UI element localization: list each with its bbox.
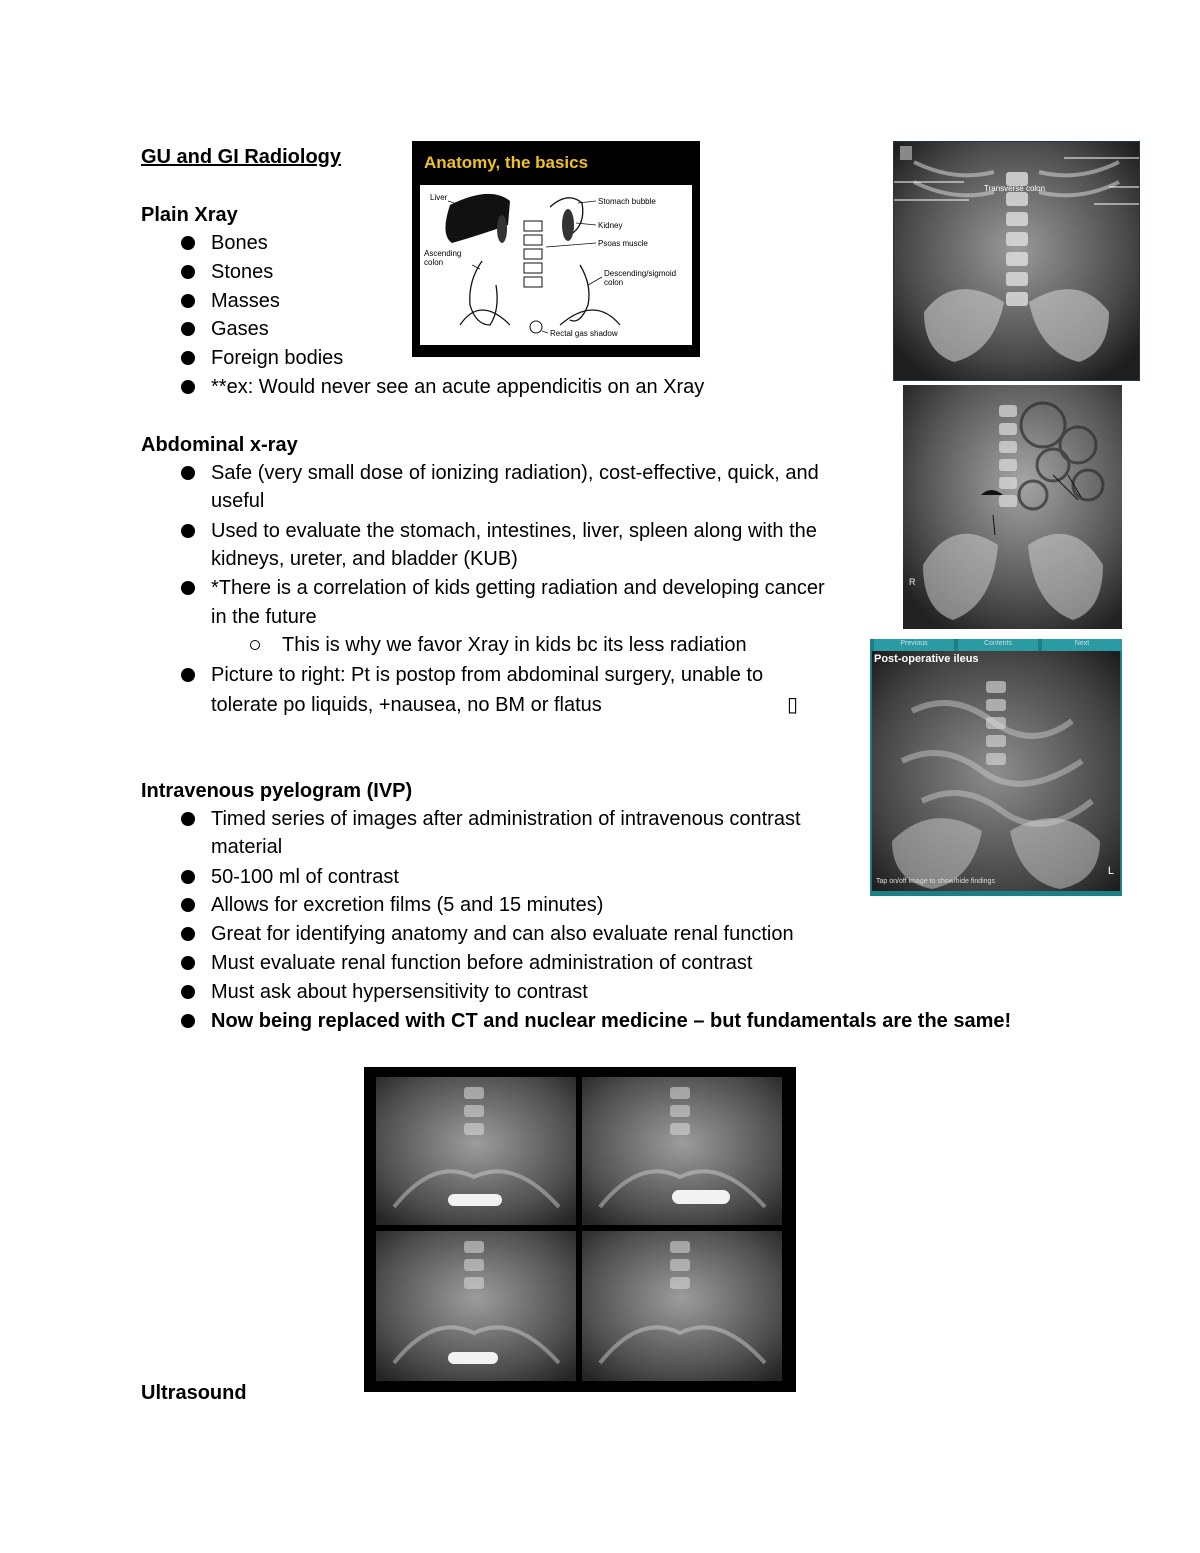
bullet-icon: [181, 870, 195, 884]
list-item: Masses: [211, 290, 280, 312]
postoperative-ileus-image: [870, 639, 1122, 896]
side-marker-r: R: [909, 577, 916, 587]
label-line: Descending/sigmoid: [604, 269, 677, 278]
list-item: Used to evaluate the stomach, intestines, liver, spleen along with the: [211, 520, 817, 542]
xray-rendering: [894, 142, 1139, 380]
bullet-icon: [181, 294, 195, 308]
bullet-icon: [181, 898, 195, 912]
list-item: Gases: [211, 318, 269, 340]
bullet-icon: [181, 581, 195, 595]
ivp-series-image: [364, 1067, 796, 1392]
list-item: **ex: Would never see an acute appendicitis on an Xray: [211, 376, 705, 398]
ileus-xray-panel: [872, 651, 1120, 891]
list-item: Safe (very small dose of ionizing radiation), cost-effective, quick, and: [211, 462, 819, 484]
section-heading-abdominal-xray: Abdominal x-ray: [141, 434, 298, 456]
anatomy-diagram-image: [412, 141, 700, 357]
section-heading-ivp: Intravenous pyelogram (IVP): [141, 780, 413, 802]
list-item: *There is a correlation of kids getting radiation and developing cancer: [211, 577, 825, 599]
label-psoas-muscle: Psoas muscle: [598, 239, 648, 248]
list-item: Allows for excretion films (5 and 15 minutes): [211, 894, 604, 916]
sub-bullet-icon: [250, 640, 260, 650]
bullet-icon: [181, 1014, 195, 1028]
abdominal-xray-image-2: [903, 385, 1122, 629]
list-item: Picture to right: Pt is postop from abdominal surgery, unable to: [211, 664, 764, 686]
abdominal-xray-image-1: [893, 141, 1140, 381]
section-heading-ultrasound: Ultrasound: [141, 1382, 247, 1404]
list-item-continuation: useful: [211, 490, 265, 512]
list-item: Timed series of images after administration of intravenous contrast: [211, 808, 801, 830]
bullet-icon: [181, 927, 195, 941]
sub-list-item: This is why we favor Xray in kids bc its less radiation: [282, 634, 747, 656]
label-line: Ascending: [424, 249, 462, 258]
bullet-icon: [181, 236, 195, 250]
anatomy-diagram-panel: [420, 185, 692, 345]
label-kidney: Kidney: [598, 221, 623, 230]
list-item-continuation: kidneys, ureter, and bladder (KUB): [211, 548, 518, 570]
bullet-icon: [181, 668, 195, 682]
xray-rendering: [903, 385, 1122, 629]
bullet-icon: [181, 524, 195, 538]
label-rectal-gas: Rectal gas shadow: [550, 329, 618, 338]
tab-next[interactable]: Next: [1042, 639, 1122, 651]
section-heading-plain-xray: Plain Xray: [141, 204, 238, 226]
bullet-icon: [181, 812, 195, 826]
list-item: 50-100 ml of contrast: [211, 866, 399, 888]
bullet-icon: [181, 322, 195, 336]
bullet-icon: [181, 466, 195, 480]
bullet-icon: [181, 956, 195, 970]
label-line: colon: [604, 278, 624, 287]
ileus-title: Post-operative ileus: [874, 653, 979, 665]
list-item: Bones: [211, 232, 268, 254]
bullet-icon: [181, 351, 195, 365]
anatomy-title: Anatomy, the basics: [424, 153, 589, 172]
side-marker-l: L: [1107, 865, 1114, 877]
label-stomach-bubble: Stomach bubble: [598, 197, 656, 206]
bullet-icon: [181, 265, 195, 279]
missing-glyph-icon: ▯: [787, 694, 799, 716]
tab-contents[interactable]: Contents: [958, 639, 1038, 651]
ivp-xray-grid: [364, 1067, 796, 1392]
label-ascending-colon: [424, 249, 461, 267]
bullet-icon: [181, 380, 195, 394]
list-item: Stones: [211, 261, 274, 283]
ileus-nav-tabs: [870, 639, 1122, 651]
label-liver: Liver: [430, 193, 448, 202]
xray-rendering: [872, 651, 1120, 891]
list-item-continuation: in the future: [211, 606, 317, 628]
label-descending-colon: [604, 269, 676, 287]
list-item: Must evaluate renal function before administration of contrast: [211, 952, 753, 974]
list-item-continuation: material: [211, 836, 283, 858]
bullet-icon: [181, 985, 195, 999]
page-title: GU and GI Radiology: [141, 146, 342, 168]
label-line: colon: [424, 258, 444, 267]
label-transverse-colon: Transverse colon: [984, 184, 1046, 193]
list-item: Must ask about hypersensitivity to contrast: [211, 981, 588, 1003]
list-item: Foreign bodies: [211, 347, 344, 369]
list-item: Great for identifying anatomy and can also evaluate renal function: [211, 923, 794, 945]
tab-previous[interactable]: Previous: [874, 639, 954, 651]
ileus-caption: Tap on/off image to show/hide findings: [876, 878, 995, 885]
list-item-continuation: tolerate po liquids, +nausea, no BM or flatus: [211, 694, 602, 716]
list-item-bold: Now being replaced with CT and nuclear medicine – but fundamentals are the same!: [211, 1010, 1012, 1032]
